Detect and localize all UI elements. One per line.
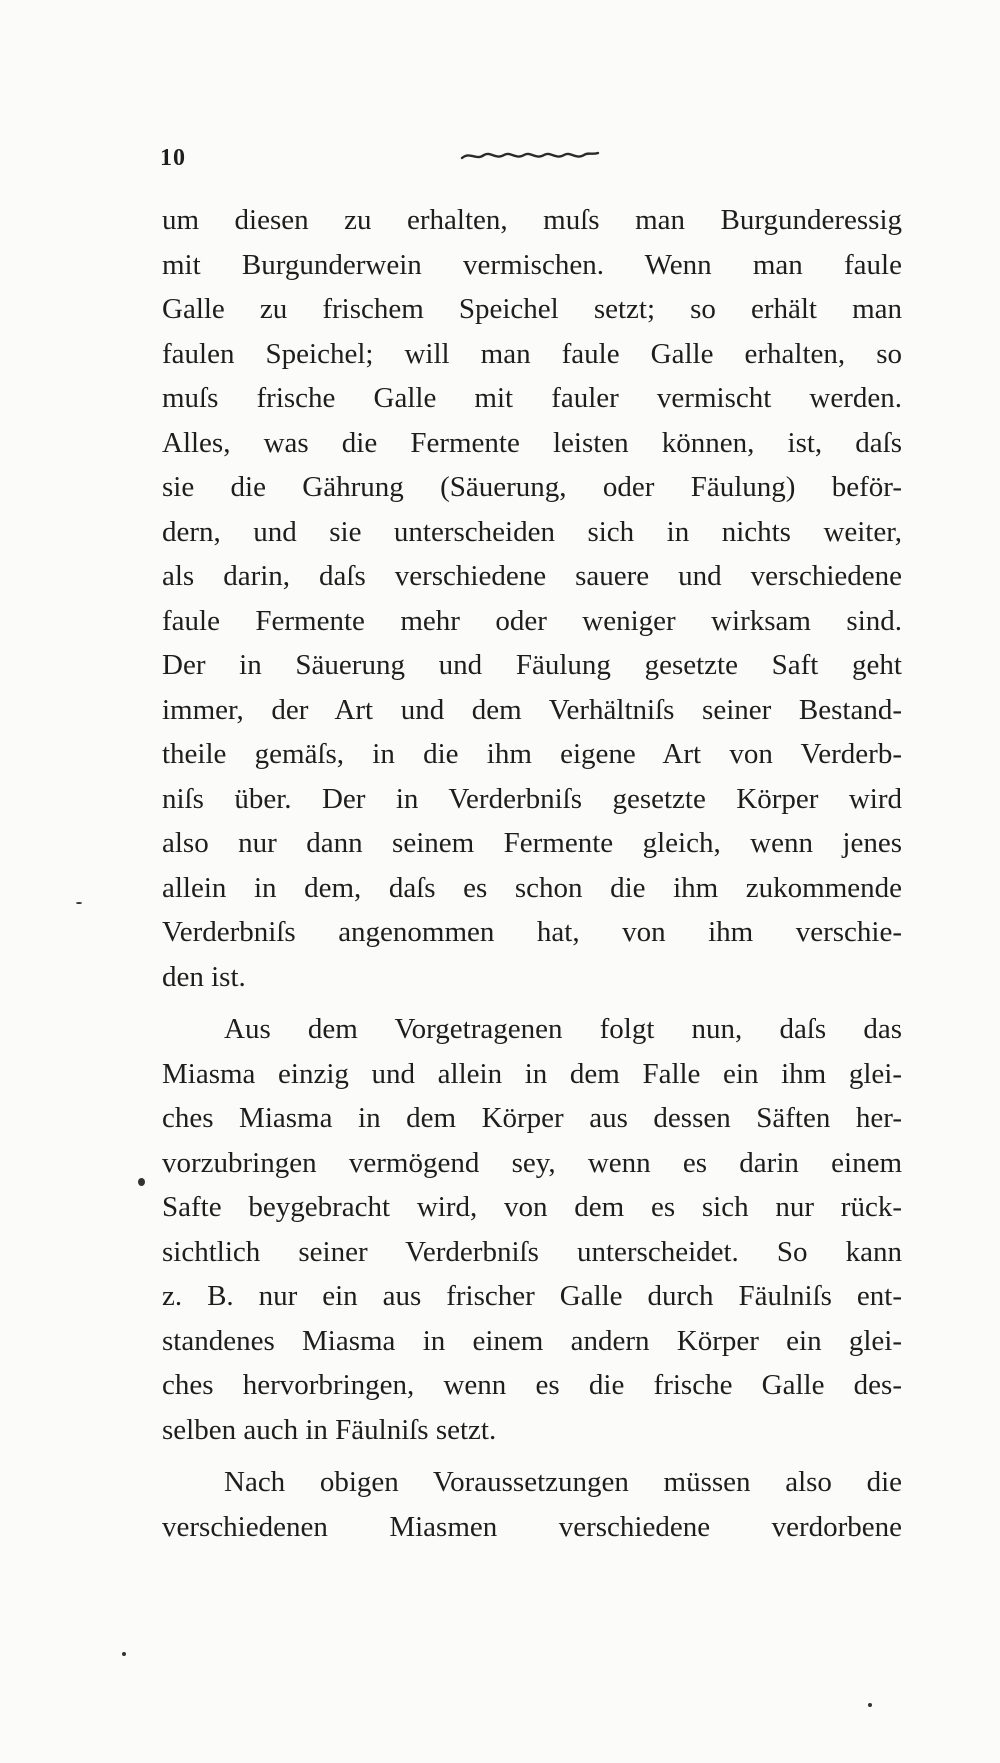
text-line: also nur dann seinem Fermente gleich, wenn jenes (162, 827, 902, 859)
text-line: Aus dem Vorgetragenen folgt nun, daſs das (224, 1013, 902, 1045)
paragraph-1 (162, 198, 902, 999)
page-header (160, 145, 900, 175)
text-line: theile gemäſs, in die ihm eigene Art von Verderb- (162, 738, 902, 770)
ink-speck (122, 1652, 126, 1656)
ink-speck (868, 1703, 872, 1707)
paragraph-gap (162, 1452, 902, 1460)
text-line: vorzubringen vermögend sey, wenn es darin einem (162, 1146, 902, 1179)
text-line: allein in dem, daſs es schon die ihm zukommende (162, 871, 902, 904)
text-line: sie die Gährung (Säuerung, oder Fäulung) beför- (162, 471, 902, 503)
text-line: Safte beygebracht wird, von dem es sich nur rück- (162, 1191, 902, 1223)
text-line: Verderbniſs angenommen hat, von ihm verschie- (162, 916, 902, 948)
ink-speck (76, 902, 82, 904)
text-line: z. B. nur ein aus frischer Galle durch Fäulniſs ent- (162, 1280, 902, 1312)
text-line: immer, der Art und dem Verhältniſs seiner Bestand- (162, 693, 902, 726)
text-line: mit Burgunderwein vermischen. Wenn man faule (162, 248, 902, 281)
paragraph-2 (162, 1007, 902, 1452)
ink-speck (138, 1178, 145, 1186)
text-line: ches hervorbringen, wenn es die frische Galle des- (162, 1369, 902, 1401)
text-line: selben auch in Fäulniſs setzt. (162, 1413, 497, 1446)
text-line: Der in Säuerung und Fäulung gesetzte Saft geht (162, 649, 902, 681)
header-ornament (460, 149, 600, 163)
text-line: dern, und sie unterscheiden sich in nichts weiter, (162, 515, 902, 548)
text-line: verschiedenen Miasmen verschiedene verdorbene (162, 1510, 902, 1543)
text-line: Miasma einzig und allein in dem Falle ein ihm glei- (162, 1057, 902, 1090)
text-line: den ist. (162, 960, 246, 993)
text-line: als darin, daſs verschiedene sauere und verschiedene (162, 560, 902, 592)
paragraph-3 (162, 1460, 902, 1549)
text-line: ches Miasma in dem Körper aus dessen Säften her- (162, 1102, 902, 1134)
text-line: faule Fermente mehr oder weniger wirksam sind. (162, 604, 902, 637)
body-text (162, 198, 902, 1549)
text-line: Alles, was die Fermente leisten können, ist, daſs (162, 426, 902, 459)
text-line: Nach obigen Voraussetzungen müssen also die (224, 1466, 902, 1498)
text-line: standenes Miasma in einem andern Körper ein glei- (162, 1324, 902, 1357)
text-line: Galle zu frischem Speichel setzt; so erhält man (162, 293, 902, 325)
page-number: 10 (160, 145, 186, 171)
text-line: niſs über. Der in Verderbniſs gesetzte Körper wird (162, 782, 902, 815)
text-line: faulen Speichel; will man faule Galle erhalten, so (162, 337, 902, 370)
paragraph-gap (162, 999, 902, 1007)
text-line: muſs frische Galle mit fauler vermischt werden. (162, 382, 902, 414)
text-line: sichtlich seiner Verderbniſs unterscheidet. So kann (162, 1235, 902, 1268)
text-line: um diesen zu erhalten, muſs man Burgunderessig (162, 204, 902, 236)
